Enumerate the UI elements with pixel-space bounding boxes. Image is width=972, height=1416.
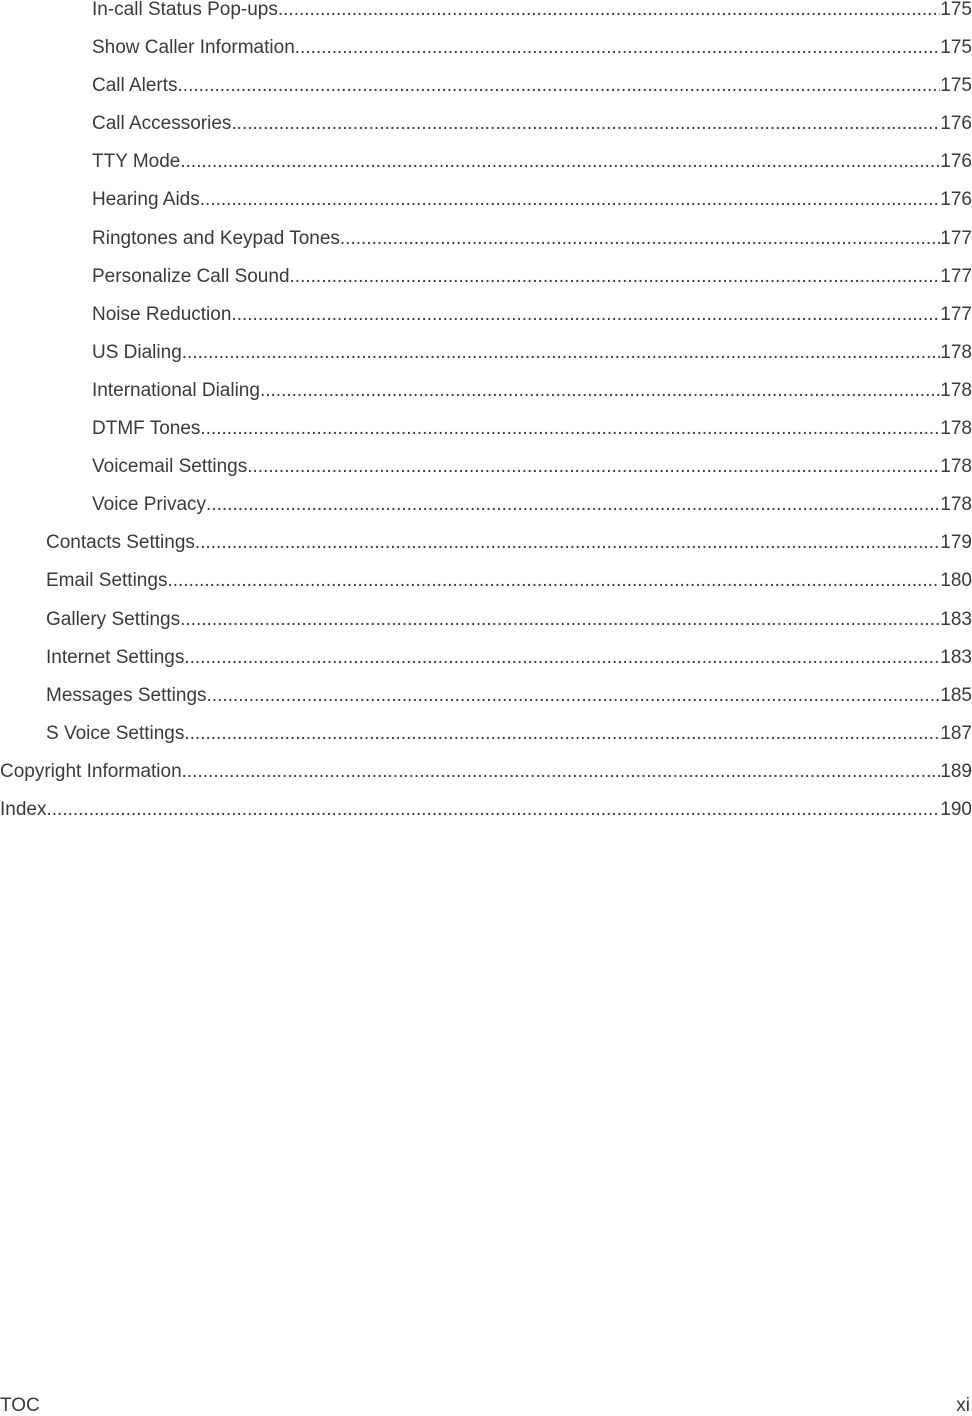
toc-dot-leader [247, 457, 940, 476]
toc-dot-leader [180, 152, 940, 171]
toc-dot-leader [207, 686, 941, 705]
toc-entry[interactable] [0, 38, 972, 76]
toc-dot-leader [278, 0, 940, 19]
toc-dot-leader [290, 267, 941, 286]
toc-dot-leader [231, 305, 940, 324]
toc-entry-page: 175 [940, 0, 972, 20]
toc-dot-leader [184, 648, 940, 667]
toc-entry-page: 179 [940, 532, 972, 554]
toc-entry[interactable] [0, 724, 972, 762]
toc-dot-leader [180, 610, 940, 629]
toc-dot-leader [46, 800, 940, 819]
toc-entry-page: 178 [940, 418, 972, 440]
toc-entry-page: 189 [940, 760, 972, 782]
toc-entry-page: 176 [940, 151, 972, 173]
toc-entry-page: 176 [940, 113, 972, 135]
toc-entry-page: 177 [940, 227, 972, 249]
toc-dot-leader [182, 343, 941, 362]
toc-entry-title: S Voice Settings [46, 722, 185, 744]
toc-entry[interactable] [0, 0, 972, 38]
toc-entry-title: Gallery Settings [46, 608, 181, 630]
toc-entry[interactable] [0, 152, 972, 190]
toc-entry-title: Contacts Settings [46, 532, 195, 554]
toc-entry-page: 185 [940, 684, 972, 706]
toc-entry[interactable] [0, 229, 972, 267]
toc-entry[interactable] [0, 419, 972, 457]
toc-entry[interactable] [0, 648, 972, 686]
toc-entry-title: Copyright Information [0, 760, 182, 782]
toc-dot-leader [200, 419, 940, 438]
toc-entry-title: Call Accessories [92, 113, 232, 135]
toc-entry-page: 176 [940, 189, 972, 211]
toc-entry-page: 183 [940, 646, 972, 668]
toc-entry-page: 175 [940, 75, 972, 97]
toc-entry[interactable] [0, 114, 972, 152]
toc-entry[interactable] [0, 571, 972, 609]
toc-entry[interactable] [0, 76, 972, 114]
toc-entry[interactable] [0, 305, 972, 343]
toc-entry-title: International Dialing [92, 379, 260, 401]
toc-entry[interactable] [0, 533, 972, 571]
toc-entry-title: Voicemail Settings [92, 456, 248, 478]
toc-entry[interactable] [0, 610, 972, 648]
toc-entry[interactable] [0, 267, 972, 305]
toc-dot-leader [260, 381, 940, 400]
toc-entry-page: 190 [940, 798, 972, 820]
toc-entry[interactable] [0, 381, 972, 419]
toc-dot-leader [178, 76, 941, 95]
toc-dot-leader [295, 38, 941, 57]
toc-dot-leader [182, 762, 941, 781]
footer-page-number: xi [956, 1395, 970, 1416]
toc-dot-leader [195, 533, 940, 552]
toc-entry-page: 177 [940, 265, 972, 287]
toc-entry-title: Personalize Call Sound [92, 265, 290, 287]
toc-entry-page: 175 [940, 37, 972, 59]
toc-entry-title: Voice Privacy [92, 494, 207, 516]
toc-entry-title: Index [0, 798, 47, 820]
toc-dot-leader [206, 495, 940, 514]
toc-entry-page: 178 [940, 341, 972, 363]
toc-dot-leader [200, 190, 941, 209]
toc-entry-title: Email Settings [46, 570, 168, 592]
toc-entry-title: Internet Settings [46, 646, 185, 668]
toc-entry-page: 187 [940, 722, 972, 744]
toc-entry[interactable] [0, 686, 972, 724]
toc-entry[interactable] [0, 190, 972, 228]
toc-entry-page: 180 [940, 570, 972, 592]
toc-dot-leader [340, 229, 940, 248]
toc-entry[interactable] [0, 457, 972, 495]
toc-entry-title: DTMF Tones [92, 418, 201, 440]
toc-dot-leader [231, 114, 940, 133]
toc-dot-leader [167, 571, 940, 590]
page-footer [0, 1396, 972, 1416]
toc-entry[interactable] [0, 800, 972, 838]
toc-entry-page: 183 [940, 608, 972, 630]
toc-entry-page: 178 [940, 379, 972, 401]
toc-entry-title: Show Caller Information [92, 37, 295, 59]
footer-section-label: TOC [0, 1395, 40, 1416]
toc-entry[interactable] [0, 343, 972, 381]
toc-entry-page: 178 [940, 456, 972, 478]
toc-entry[interactable] [0, 495, 972, 533]
toc-entry-page: 178 [940, 494, 972, 516]
toc-entry-title: Ringtones and Keypad Tones [92, 227, 340, 249]
toc-entry[interactable] [0, 762, 972, 800]
toc-entry-title: US Dialing [92, 341, 182, 363]
toc-entry-title: Messages Settings [46, 684, 207, 706]
toc-dot-leader [184, 724, 940, 743]
toc-entry-title: Noise Reduction [92, 303, 232, 325]
toc-entry-title: Hearing Aids [92, 189, 200, 211]
toc-entry-title: In-call Status Pop-ups [92, 0, 278, 20]
toc-entry-title: Call Alerts [92, 75, 178, 97]
toc-entry-title: TTY Mode [92, 151, 181, 173]
toc-entry-page: 177 [940, 303, 972, 325]
